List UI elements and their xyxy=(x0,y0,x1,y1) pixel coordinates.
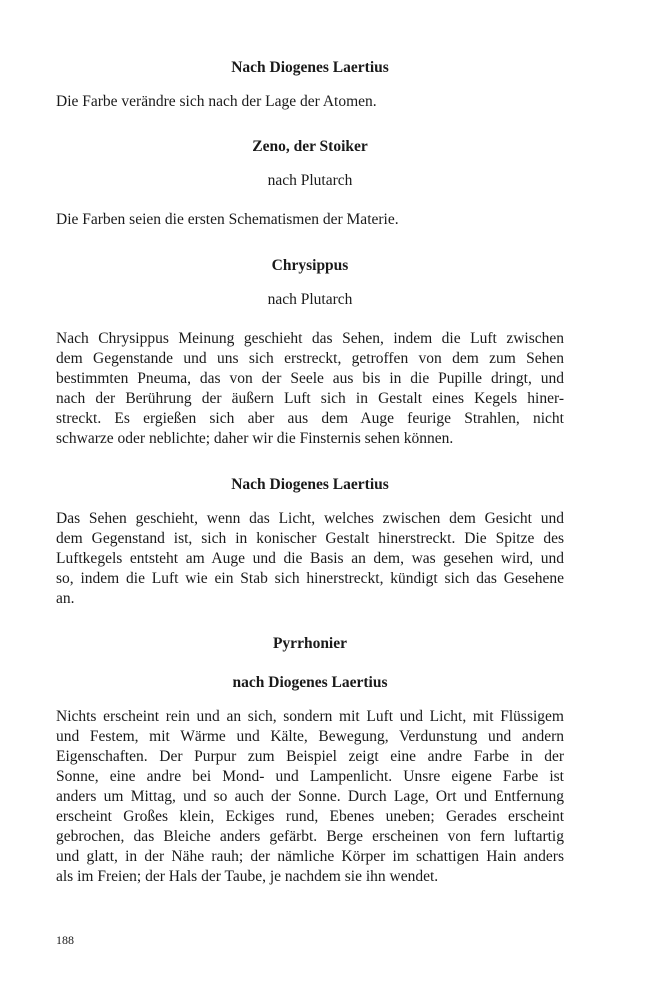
text-line: Sonne, eine andre bei Mond- und Lampenlicht. Unsre eigene Farbe ist xyxy=(56,768,564,785)
text-line: Das Sehen geschieht, wenn das Licht, welches zwischen dem Gesicht und xyxy=(56,510,564,527)
text-line: so, indem die Luft wie ein Stab sich hinerstreckt, kündigt sich das Gesehene xyxy=(56,570,564,587)
text-line: an. xyxy=(56,590,75,607)
section-heading: nach Diogenes Laertius xyxy=(232,674,388,691)
text-line: Die Farben seien die ersten Schematismen der Materie. xyxy=(56,211,399,228)
section-heading: Nach Diogenes Laertius xyxy=(231,59,389,76)
text-line: und Festem, mit Wärme und Kälte, Bewegung, Verdunstung und andern xyxy=(56,728,564,745)
text-line: Nach Chrysippus Meinung geschieht das Sehen, indem die Luft zwischen xyxy=(56,330,564,347)
text-line: dem Gegenstand ist, sich in konischer Gestalt hinerstreckt. Die Spitze des xyxy=(56,530,564,547)
text-line: Die Farbe verändre sich nach der Lage der Atomen. xyxy=(56,93,377,110)
text-line: Nichts erscheint rein und an sich, sondern mit Luft und Licht, mit Flüssigem xyxy=(56,708,564,725)
section-heading: Nach Diogenes Laertius xyxy=(231,476,389,493)
text-line: nach der Berührung der äußern Luft sich in Gestalt eines Kegels hiner- xyxy=(56,390,564,407)
text-line: und glatt, in der Nähe rauh; der nämliche Körper im schattigen Hain anders xyxy=(56,848,564,865)
text-line: streckt. Es ergießen sich aber aus dem Auge feurige Strahlen, nicht xyxy=(56,410,564,427)
text-line: gebrochen, das Bleiche anders gefärbt. Berge erscheinen von fern luftartig xyxy=(56,828,564,845)
text-line: Eigenschaften. Der Purpur zum Beispiel zeigt eine andre Farbe in der xyxy=(56,748,564,765)
section-source: nach Plutarch xyxy=(267,291,353,308)
text-line: anders um Mittag, und so auch der Sonne. Durch Lage, Ort und Entfernung xyxy=(56,788,564,805)
section-source: nach Plutarch xyxy=(267,172,353,189)
page-number: 188 xyxy=(56,933,74,947)
text-line: bestimmten Pneuma, das von der Seele aus bis in die Pupille dringt, und xyxy=(56,370,564,387)
text-line: als im Freien; der Hals der Taube, je nachdem sie ihn wendet. xyxy=(56,868,439,885)
text-line: Luftkegels entsteht am Auge und die Basis an dem, was gesehen wird, und xyxy=(56,550,564,567)
text-line: erscheint Großes klein, Eckiges rund, Ebenes uneben; Gerades erscheint xyxy=(56,808,564,825)
text-line: schwarze oder neblichte; daher wir die Finsternis sehen können. xyxy=(56,430,454,447)
text-line: dem Gegenstande und uns sich erstreckt, getroffen von dem zum Sehen xyxy=(56,350,564,367)
section-heading: Chrysippus xyxy=(271,257,349,274)
section-heading: Zeno, der Stoiker xyxy=(252,138,368,155)
section-heading: Pyrrhonier xyxy=(272,635,348,652)
